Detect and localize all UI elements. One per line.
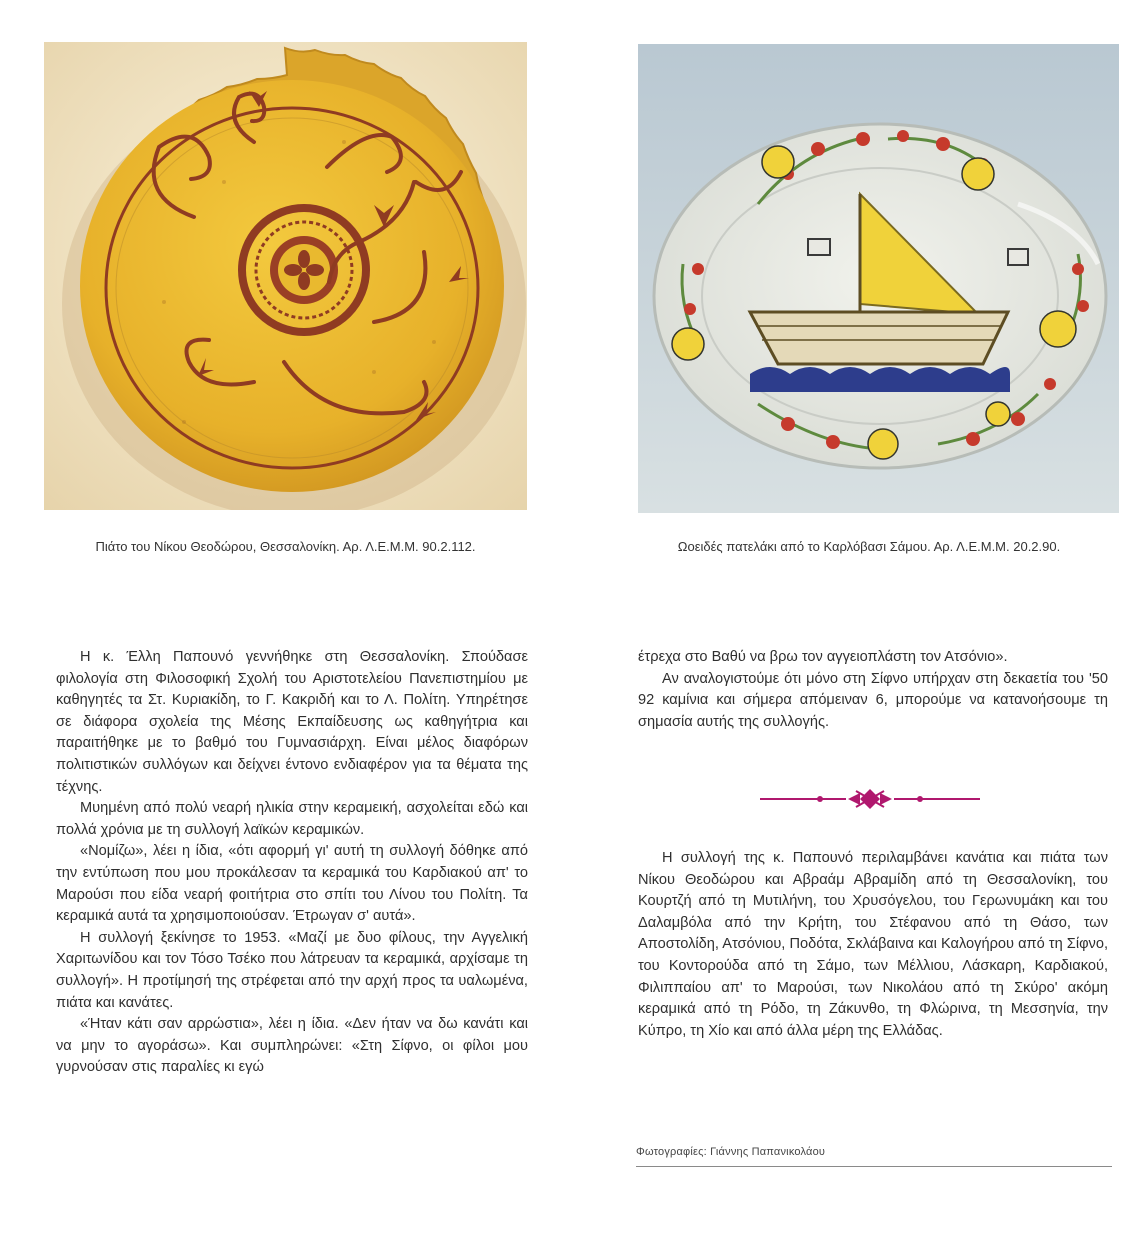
article-column-right-top <box>638 647 1108 733</box>
yellow-plate-illustration <box>44 42 527 510</box>
paragraph: έτρεχα στο Βαθύ να βρω τον αγγειοπλάστη τον Ατσόνιο». <box>638 649 1008 665</box>
photo-oval-platter <box>638 44 1119 513</box>
caption-right: Ωοειδές πατελάκι από το Καρλόβασι Σάμου. Αρ. Λ.Ε.Μ.Μ. 20.2.90. <box>677 539 1061 554</box>
paragraph: Μυημένη από πολύ νεαρή ηλικία στην κεραμεική, ασχολείται εδώ και πολλά χρόνια με τη συλλογή λαϊκών κεραμικών. <box>56 800 528 838</box>
article-column-right-bottom <box>638 848 1108 1042</box>
paragraph: Η κ. Έλλη Παπουνό γεννήθηκε στη Θεσσαλονίκη. Σπούδασε φιλολογία στη Φιλοσοφική Σχολή του Αριστοτελείου Πανεπιστημίου με καθηγητές τα Στ. Κυριακίδη, το Γ. Κακριδή και το Λ. Πολίτη. Υπηρέτησε σε διάφορα σχολεία της Μέσης Εκπαίδευσης ως καθηγήτρια και παραιτήθηκε με το βαθμό του Γυμνασιάρχη. Είναι μέλος διαφόρων πολιτιστικών συλλόγων και δείχνει έντονο ενδιαφέρον για τα θέματα της τέχνης. <box>56 649 528 795</box>
credit-rule <box>636 1166 1112 1167</box>
article-column-left <box>56 647 528 1079</box>
ship-hull <box>750 312 1008 364</box>
paragraph: Η συλλογή ξεκίνησε το 1953. «Μαζί με δυο φίλους, την Αγγελική Χαριτωνίδου και τον Τόσο Τσέκο που λάτρευαν τα κεραμικά, αρχίσαμε τη συλλογή». Η προτίμησή της στρέφεται από την αρχή προς τα υαλωμένα, πιάτα και κανάτες. <box>56 929 528 1011</box>
caption-left: Πιάτο του Νίκου Θεοδώρου, Θεσσαλονίκη. Αρ. Λ.Ε.Μ.Μ. 90.2.112. <box>95 539 476 554</box>
photo-yellow-plate <box>44 42 527 510</box>
section-divider-ornament <box>760 788 980 810</box>
photo-credit: Φωτογραφίες: Γιάννης Παπανικολάου <box>636 1146 826 1158</box>
paragraph: «Ήταν κάτι σαν αρρώστια», λέει η ίδια. «Δεν ήταν να δω κανάτι και να μην το αγοράσω». Και συμπληρώνει: «Στη Σίφνο, οι φίλοι μου γυρνούσαν στις παραλίες κι εγώ <box>56 1016 528 1076</box>
paragraph: Αν αναλογιστούμε ότι μόνο στη Σίφνο υπήρχαν στη δεκαετία του '50 92 καμίνια και σήμερα απόμειναν 6, μπορούμε να κατανοήσουμε τη σημασία αυτής της συλλογής. <box>638 670 1108 730</box>
paragraph: «Νομίζω», λέει η ίδια, «ότι αφορμή γι' αυτή τη συλλογή δόθηκε από την εντύπωση που μου προκάλεσαν τα κεραμικά του Καρδιακού απ' το Μαρούσι που είδα νεαρή φοιτήτρια στο σπίτι του Λίνου του Πολίτη. Τα κεραμικά αυτά τα χρησιμοποιούσαν. Έτρωγαν σ' αυτά». <box>56 843 528 925</box>
oval-platter-illustration <box>638 44 1119 513</box>
paragraph: Η συλλογή της κ. Παπουνό περιλαμβάνει κανάτια και πιάτα των Νίκου Θεοδώρου και Αβραάμ Αβραμίδη από τη Θεσσαλονίκη, του Κουρτζή από τη Μυτιλήνη, του Χρυσόγελου, του Γερωνυμάκη και του Δαλαμβόλα από την Κρήτη, του Στέφανου από τη Θάσο, των Αποστολίδη, Ατσόνιου, Ποδότα, Σκλάβαινα και Καλογήρου από τη Σίφνο, του Κοντορούδα από τη Σάμο, των Μέλλιου, Λάσκαρη, Καρδιακού, Φιλιππαίου απ' το Μαρούσι, των Νικολάου από τη Σκύρο' ακόμη κεραμικά από τη Ρόδο, τη Ζάκυνθο, τη Φλώρινα, τη Μεσσηνία, την Κύπρο, τη Χίο και από άλλα μέρη της Ελλάδας. <box>638 850 1108 1039</box>
